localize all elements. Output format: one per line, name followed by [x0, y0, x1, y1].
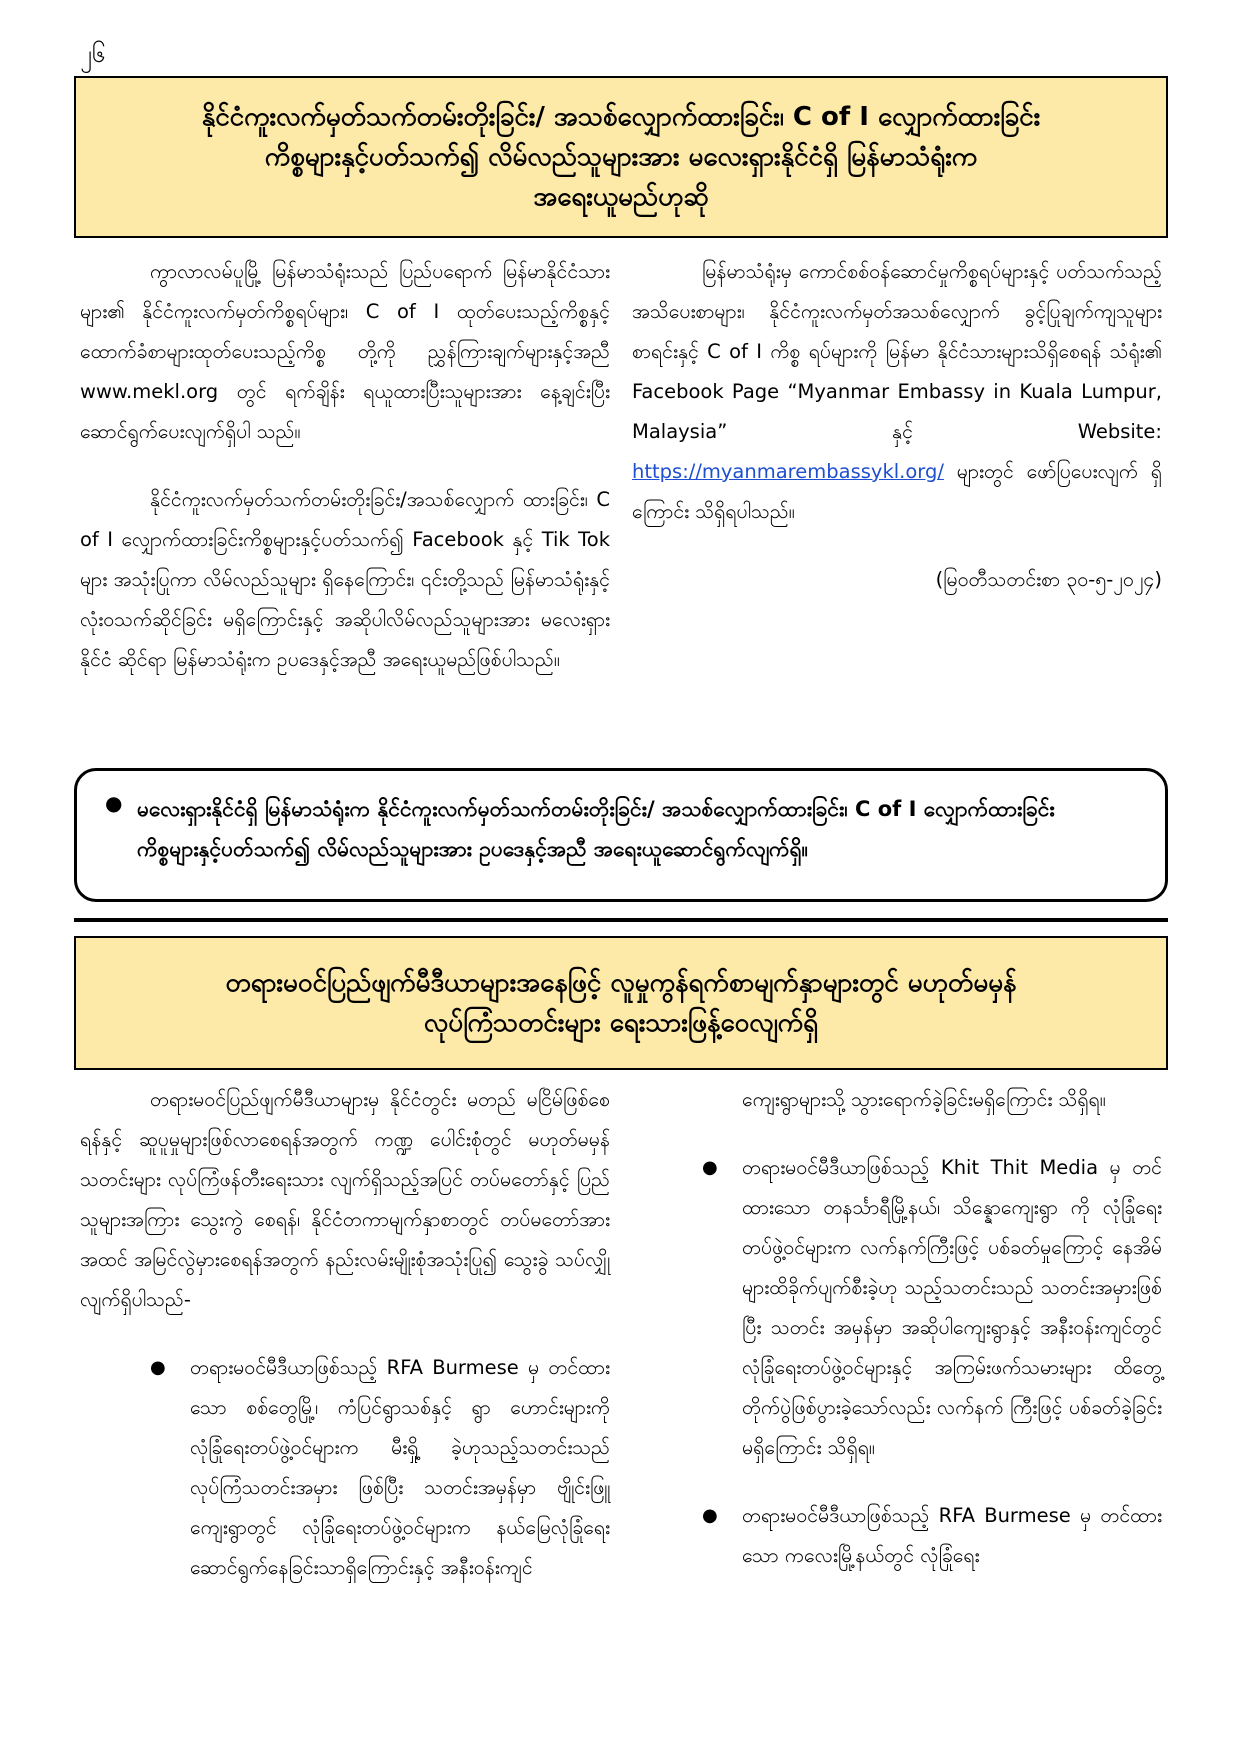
- article-1-left-column: [80, 252, 610, 708]
- body-paragraph: ကွာလာလမ်ပူမြို့ မြန်မာသံရုံးသည် ပြည်ပရောက် မြန်မာနိုင်ငံသားများ၏ နိုင်ငံကူးလက်မှတ်ကိစ္စရပ်များ၊ C of I ထုတ်ပေးသည့်ကိစ္စနှင့် ထောက်ခံစာများထုတ်ပေးသည့်ကိစ္စ တို့ကို ညွှန်ကြားချက်များနှင့်အညီ www.mekl.org တွင် ရက်ချိန်း ရယူထားပြီးသူများအား နေ့ချင်းပြီးဆောင်ရွက်ပေးလျက်ရှိပါ သည်။: [80, 260, 610, 443]
- article-2-right-column: [632, 1080, 1162, 1604]
- news-bullet-list: [702, 1148, 1162, 1576]
- article-1-headline: [74, 76, 1168, 238]
- dateline: (မြဝတီသတင်းစာ ၃၀-၅-၂၀၂၄): [935, 568, 1162, 591]
- article-1-right-column: [632, 252, 1162, 628]
- bullet-icon: ●: [105, 791, 123, 815]
- headline-line: ကိစ္စများနှင့်ပတ်သက်၍ လိမ်လည်သူများအား မလေးရှားနိုင်ငံရှိ မြန်မာသံရုံးက: [264, 142, 978, 172]
- paragraph-text: မြန်မာသံရုံးမှ ကောင်စစ်ဝန်ဆောင်မှုကိစ္စရပ်များနှင့် ပတ်သက်သည့်အသိပေးစာများ၊ နိုင်ငံကူးလက်မှတ်အသစ်လျှောက် ခွင့်ပြုချက်ကျသူများစာရင်းနှင့် C of I ကိစ္စ ရပ်များကို မြန်မာ နိုင်ငံသားများသိရှိစေရန် သံရုံး၏ Facebook Page “Myanmar Embassy in Kuala Lumpur, Malaysia” နှင့် Website:: [632, 260, 1162, 443]
- body-paragraph: နိုင်ငံကူးလက်မှတ်သက်တမ်းတိုးခြင်း/အသစ်လျှောက် ထားခြင်း၊ C of I လျှောက်ထားခြင်းကိစ္စများနှင့်ပတ်သက်၍ Facebook နှင့် Tik Tok များ အသုံးပြုကာ လိမ်လည်သူများ ရှိနေကြောင်း၊ ၎င်းတို့သည် မြန်မာသံရုံးနှင့် လုံးဝသက်ဆိုင်ခြင်း မရှိကြောင်းနှင့် အဆိုပါလိမ်လည်သူများအား မလေးရှားနိုင်ငံ ဆိုင်ရာ မြန်မာသံရုံးက ဥပဒေနှင့်အညီ အရေးယူမည်ဖြစ်ပါသည်။: [80, 488, 610, 671]
- body-paragraph: ကျေးရွာများသို့ သွားရောက်ခဲ့ခြင်းမရှိကြောင်း သိရှိရ။: [742, 1088, 1106, 1111]
- article-2-left-column: [80, 1080, 610, 1616]
- body-paragraph: [632, 252, 1162, 532]
- body-paragraph: တရားမဝင်ပြည်ဖျက်မီဒီယာများမှ နိုင်ငံတွင်း မတည် မငြိမ်ဖြစ်စေရန်နှင့် ဆူပူမှုများဖြစ်လာစေရန်အတွက် ကဏ္ဍ ပေါင်းစုံတွင် မဟုတ်မမှန်သတင်းများ လုပ်ကြံဖန်တီးရေးသား လျက်ရှိသည့်အပြင် တပ်မတော်နှင့် ပြည်သူများအကြား သွေးကွဲ စေရန်၊ နိုင်ငံတကာမျက်နှာစာတွင် တပ်မတော်အား အထင် အမြင်လွဲမှားစေရန်အတွက် နည်းလမ်းမျိုးစုံအသုံးပြု၍ သွေးခွဲ သပ်လျှိုလျက်ရှိပါသည်-: [80, 1088, 610, 1311]
- summary-line: ကိစ္စများနှင့်ပတ်သက်၍ လိမ်လည်သူများအား ဥပဒေနှင့်အညီ အရေးယူဆောင်ရွက်လျက်ရှိ။: [137, 837, 809, 861]
- embassy-website-link[interactable]: https://myanmarembassykl.org/: [632, 460, 944, 483]
- paragraph-text: များတွင် ဖော်ပြပေးလျက် ရှိကြောင်း သိရှိရပါသည်။: [632, 460, 1162, 523]
- list-item: ● တရားမဝင်မီဒီယာဖြစ်သည့် RFA Burmese မှ တင်ထားသော ကလေးမြို့နယ်တွင် လုံခြုံရေး: [702, 1496, 1162, 1576]
- summary-box: [74, 768, 1168, 902]
- summary-line: မလေးရှားနိုင်ငံရှိ မြန်မာသံရုံးက နိုင်ငံကူးလက်မှတ်သက်တမ်းတိုးခြင်း/ အသစ်လျှောက်ထားခြင်း၊ C of I လျှောက်ထားခြင်း: [137, 797, 1055, 821]
- headline-line: လုပ်ကြံသတင်းများ ရေးသားဖြန့်ဝေလျက်ရှိ: [423, 1008, 819, 1038]
- headline-line: အရေးယူမည်ဟုဆို: [533, 182, 709, 212]
- list-item: ● တရားမဝင်မီဒီယာဖြစ်သည့် RFA Burmese မှ တင်ထားသော စစ်တွေမြို့၊ ကံပြင်ရွာသစ်နှင့် ရွာ ဟောင်းများကို လုံခြုံရေးတပ်ဖွဲ့ဝင်များက မီးရှို့ ခဲ့ဟုသည့်သတင်းသည် လုပ်ကြံသတင်းအမှား ဖြစ်ပြီး သတင်းအမှန်မှာ ဗျိုင်းဖြူကျေးရွာတွင် လုံခြုံရေးတပ်ဖွဲ့ဝင်များက နယ်မြေလုံခြုံရေး ဆောင်ရွက်နေခြင်းသာရှိကြောင်းနှင့် အနီးဝန်းကျင်: [150, 1348, 610, 1588]
- headline-line: တရားမဝင်ပြည်ဖျက်မီဒီယာများအနေဖြင့် လူမှုကွန်ရက်စာမျက်နှာများတွင် မဟုတ်မမှန်: [225, 968, 1017, 998]
- headline-line: နိုင်ငံကူးလက်မှတ်သက်တမ်းတိုးခြင်း/ အသစ်လျှောက်ထားခြင်း၊ C of I လျှောက်ထားခြင်း: [201, 102, 1041, 132]
- page-number: ၂၆: [80, 40, 106, 68]
- section-divider: [74, 918, 1168, 922]
- article-2-headline: [74, 936, 1168, 1070]
- news-bullet-list: [150, 1348, 610, 1588]
- list-item: ● တရားမဝင်မီဒီယာဖြစ်သည့် Khit Thit Media မှ တင်ထားသော တနင်္သာရီမြို့နယ်၊ သိန္နောကျေးရွာ ကို လုံခြုံရေးတပ်ဖွဲ့ဝင်များက လက်နက်ကြီးဖြင့် ပစ်ခတ်မှုကြောင့် နေအိမ်များထိခိုက်ပျက်စီးခဲ့ဟု သည့်သတင်းသည် သတင်းအမှားဖြစ်ပြီး သတင်း အမှန်မှာ အဆိုပါကျေးရွာနှင့် အနီးဝန်းကျင်တွင် လုံခြုံရေးတပ်ဖွဲ့ဝင်များနှင့် အကြမ်းဖက်သမားများ ထိတွေ့တိုက်ပွဲဖြစ်ပွားခဲ့သော်လည်း လက်နက် ကြီးဖြင့် ပစ်ခတ်ခဲ့ခြင်းမရှိကြောင်း သိရှိရ။: [702, 1148, 1162, 1468]
